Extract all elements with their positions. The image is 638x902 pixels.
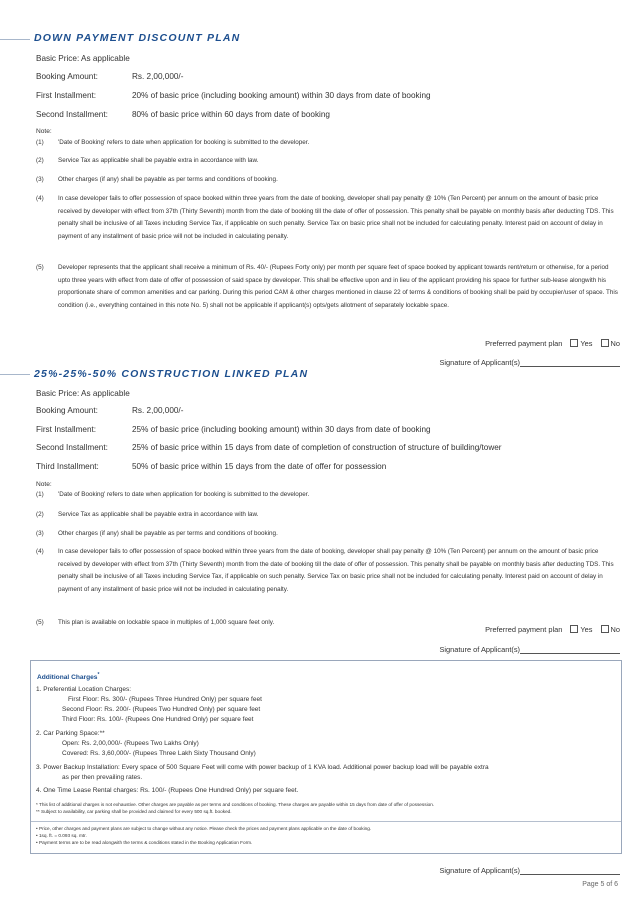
note-number: (3) bbox=[36, 530, 44, 537]
charge-item: 1. Preferential Location Charges: bbox=[36, 686, 132, 693]
row-label: Third Installment: bbox=[36, 462, 99, 471]
note-number: (1) bbox=[36, 139, 44, 146]
note-number: (3) bbox=[36, 176, 44, 183]
note-number: (4) bbox=[36, 195, 44, 202]
section1-rule bbox=[0, 39, 30, 40]
no-checkbox[interactable] bbox=[601, 339, 609, 347]
signature-line[interactable] bbox=[520, 867, 620, 875]
yes-checkbox[interactable] bbox=[570, 625, 578, 633]
section1-row bbox=[36, 72, 183, 81]
charge-item: 3. Power Backup Installation: Every space of 500 Square Feet will come with power backup of 1 KVA load. Additional power backup load will be payable extra bbox=[36, 764, 489, 771]
page-number: Page 5 of 6 bbox=[582, 881, 618, 888]
section2-note bbox=[36, 528, 621, 541]
note-text: Service Tax as applicable shall be payable extra in accordance with law. bbox=[58, 157, 259, 164]
preferred-plan-label: Preferred payment plan bbox=[485, 625, 563, 634]
section1-preferred-plan bbox=[485, 339, 620, 348]
signature-line[interactable] bbox=[520, 646, 620, 654]
note-number: (5) bbox=[36, 264, 44, 271]
note-text: In case developer fails to offer possession of space booked within three years from the date of booking, developer shall pay penalty @ 10% (Ten Percent) per annum on the amount of basic price received by developer with effect from 37th (Thirty Seventh) month from the date of booking till the date of offer of possession. This penalty shall be payable on monthly basis after deducting TDS. This penalty shall be inclusive of all Taxes including Service Tax, if applicable on such penalty. Service Tax on basic price shall not be included for calculating penalty. Interest paid on account of delay in payment of any installment of basic price will not be included in calculating penalty. bbox=[58, 548, 614, 593]
row-label: Booking Amount: bbox=[36, 406, 98, 415]
row-label: First Installment: bbox=[36, 91, 97, 100]
row-label: Booking Amount: bbox=[36, 72, 98, 81]
footnote: ** Subject to availability, car parking shall be provided and claimed for every 500 sq.ft. booked. bbox=[36, 809, 232, 814]
section2-note-label: Note: bbox=[36, 481, 52, 488]
signature-label: Signature of Applicant(s) bbox=[439, 866, 520, 875]
signature-label: Signature of Applicant(s) bbox=[439, 645, 520, 654]
charge-subitem: First Floor: Rs. 300/- (Rupees Three Hundred Only) per square feet bbox=[68, 696, 262, 703]
footer-signature bbox=[439, 866, 620, 875]
section2-preferred-plan bbox=[485, 625, 620, 634]
charge-subitem: Third Floor: Rs. 100/- (Rupees One Hundred Only) per square feet bbox=[62, 716, 254, 723]
note-text: 'Date of Booking' refers to date when application for booking is submitted to the developer. bbox=[58, 491, 310, 498]
section2-signature bbox=[439, 645, 620, 654]
section1-note bbox=[36, 155, 621, 168]
bullet-note: • Payment terms are to be read alongwith the terms & conditions stated in the Booking Application Form. bbox=[36, 840, 253, 845]
yes-checkbox[interactable] bbox=[570, 339, 578, 347]
section1-title: DOWN PAYMENT DISCOUNT PLAN bbox=[34, 32, 241, 44]
section1-note bbox=[36, 174, 621, 187]
charge-subitem: Covered: Rs. 3,60,000/- (Rupees Three Lakh Sixty Thousand Only) bbox=[62, 750, 256, 757]
note-text: Other charges (if any) shall be payable as per terms and conditions of booking. bbox=[58, 176, 278, 183]
section2-row bbox=[36, 462, 386, 471]
yes-label: Yes bbox=[580, 339, 593, 348]
section1-note bbox=[36, 262, 621, 312]
note-number: (5) bbox=[36, 619, 44, 626]
row-value: 25% of basic price (including booking amount) within 30 days from date of booking bbox=[132, 425, 431, 434]
note-text: Service Tax as applicable shall be payable extra in accordance with law. bbox=[58, 511, 259, 518]
section1-note-label: Note: bbox=[36, 128, 52, 135]
section1-signature bbox=[439, 358, 620, 367]
row-value: 20% of basic price (including booking amount) within 30 days from date of booking bbox=[132, 91, 431, 100]
no-label: No bbox=[610, 625, 620, 634]
note-number: (1) bbox=[36, 491, 44, 498]
row-value: Rs. 2,00,000/- bbox=[132, 406, 184, 415]
row-label: Second Installment: bbox=[36, 443, 108, 452]
box-divider bbox=[31, 821, 621, 822]
row-value: 25% of basic price within 15 days from date of completion of construction of structure of building/tower bbox=[132, 443, 502, 452]
section2-rule bbox=[0, 374, 30, 375]
note-number: (2) bbox=[36, 511, 44, 518]
no-checkbox[interactable] bbox=[601, 625, 609, 633]
section2-note bbox=[36, 489, 621, 502]
note-text: Other charges (if any) shall be payable as per terms and conditions of booking. bbox=[58, 530, 278, 537]
note-text: In case developer fails to offer possession of space booked within three years from the date of booking, developer shall pay penalty @ 10% (Ten Percent) per annum on the amount of basic price received by developer with effect from 37th (Thirty Seventh) month from the date of booking till the date of offer of possession. This penalty shall be payable on monthly basis after deducting TDS. This penalty shall be inclusive of all Taxes including Service Tax, if applicable on such penalty. Service Tax on basic price shall not be included for calculating penalty. Interest paid on account of delay in payment of any installment of basic price will not be included in calculating penalty. bbox=[58, 195, 614, 240]
charge-subitem: Second Floor: Rs. 200/- (Rupees Two Hundred Only) per square feet bbox=[62, 706, 261, 713]
signature-label: Signature of Applicant(s) bbox=[439, 358, 520, 367]
section2-row bbox=[36, 406, 183, 415]
section1-basic-price: Basic Price: As applicable bbox=[36, 54, 130, 63]
yes-label: Yes bbox=[580, 625, 593, 634]
note-text: 'Date of Booking' refers to date when application for booking is submitted to the developer. bbox=[58, 139, 310, 146]
row-label: Second Installment: bbox=[36, 110, 108, 119]
section2-row bbox=[36, 425, 431, 434]
section2-note bbox=[36, 509, 621, 522]
row-label: First Installment: bbox=[36, 425, 97, 434]
note-number: (2) bbox=[36, 157, 44, 164]
section1-row bbox=[36, 110, 330, 119]
section2-row bbox=[36, 443, 502, 452]
no-label: No bbox=[610, 339, 620, 348]
note-number: (4) bbox=[36, 548, 44, 555]
charge-item: 2. Car Parking Space:** bbox=[36, 730, 105, 737]
section2-note bbox=[36, 546, 621, 596]
row-value: 50% of basic price within 15 days from the date of offer for possession bbox=[132, 462, 387, 471]
charge-subitem: as per then prevailing rates. bbox=[62, 774, 143, 781]
row-value: 80% of basic price within 60 days from date of booking bbox=[132, 110, 330, 119]
charge-item: 4. One Time Lease Rental charges: Rs. 100/- (Rupees One Hundred Only) per square feet. bbox=[36, 787, 299, 794]
footnote: * This list of additional charges is not exhaustive. Other charges are payable as per terms and conditions of booking. These charges are payable within 15 days from date of offer of possession. bbox=[36, 802, 435, 807]
note-text: This plan is available on lockable space in multiples of 1,000 square feet only. bbox=[58, 619, 275, 626]
section1-row bbox=[36, 91, 431, 100]
section2-basic-price: Basic Price: As applicable bbox=[36, 389, 130, 398]
signature-line[interactable] bbox=[520, 359, 620, 367]
bullet-note: • 1sq. ft. = 0.093 sq. mtr. bbox=[36, 833, 87, 838]
additional-charges-box bbox=[30, 660, 622, 854]
section1-note bbox=[36, 193, 621, 243]
additional-charges-title: Additional Charges* bbox=[37, 672, 100, 682]
note-text: Developer represents that the applicant shall receive a minimum of Rs. 40/- (Rupees Forty only) per month per square feet of space booked by applicant towards rent/return or otherwise, for a period upto three years with effect from date of offer of possession of said space by developer. This shall be effective upon and in lieu of the applicant providing his space for further sub-lease alongwith his proportionate share of common amenities and car parking. During this period CAM & other charges mentioned in clause 22 of terms & conditions of booking shall be paid by occupier/user of space. This condition (i.e., everything contained in this note No. 5) shall not be applicable if applicant(s) opts/gets allotment of separately lockable space. bbox=[58, 264, 618, 309]
section2-title: 25%-25%-50% CONSTRUCTION LINKED PLAN bbox=[34, 368, 309, 380]
charge-subitem: Open: Rs. 2,00,000/- (Rupees Two Lakhs Only) bbox=[62, 740, 199, 747]
preferred-plan-label: Preferred payment plan bbox=[485, 339, 563, 348]
bullet-note: • Price, other charges and payment plans are subject to change without any notice. Please check the prices and payment plans applicable on the date of booking. bbox=[36, 826, 372, 831]
row-value: Rs. 2,00,000/- bbox=[132, 72, 184, 81]
section1-note bbox=[36, 137, 621, 150]
